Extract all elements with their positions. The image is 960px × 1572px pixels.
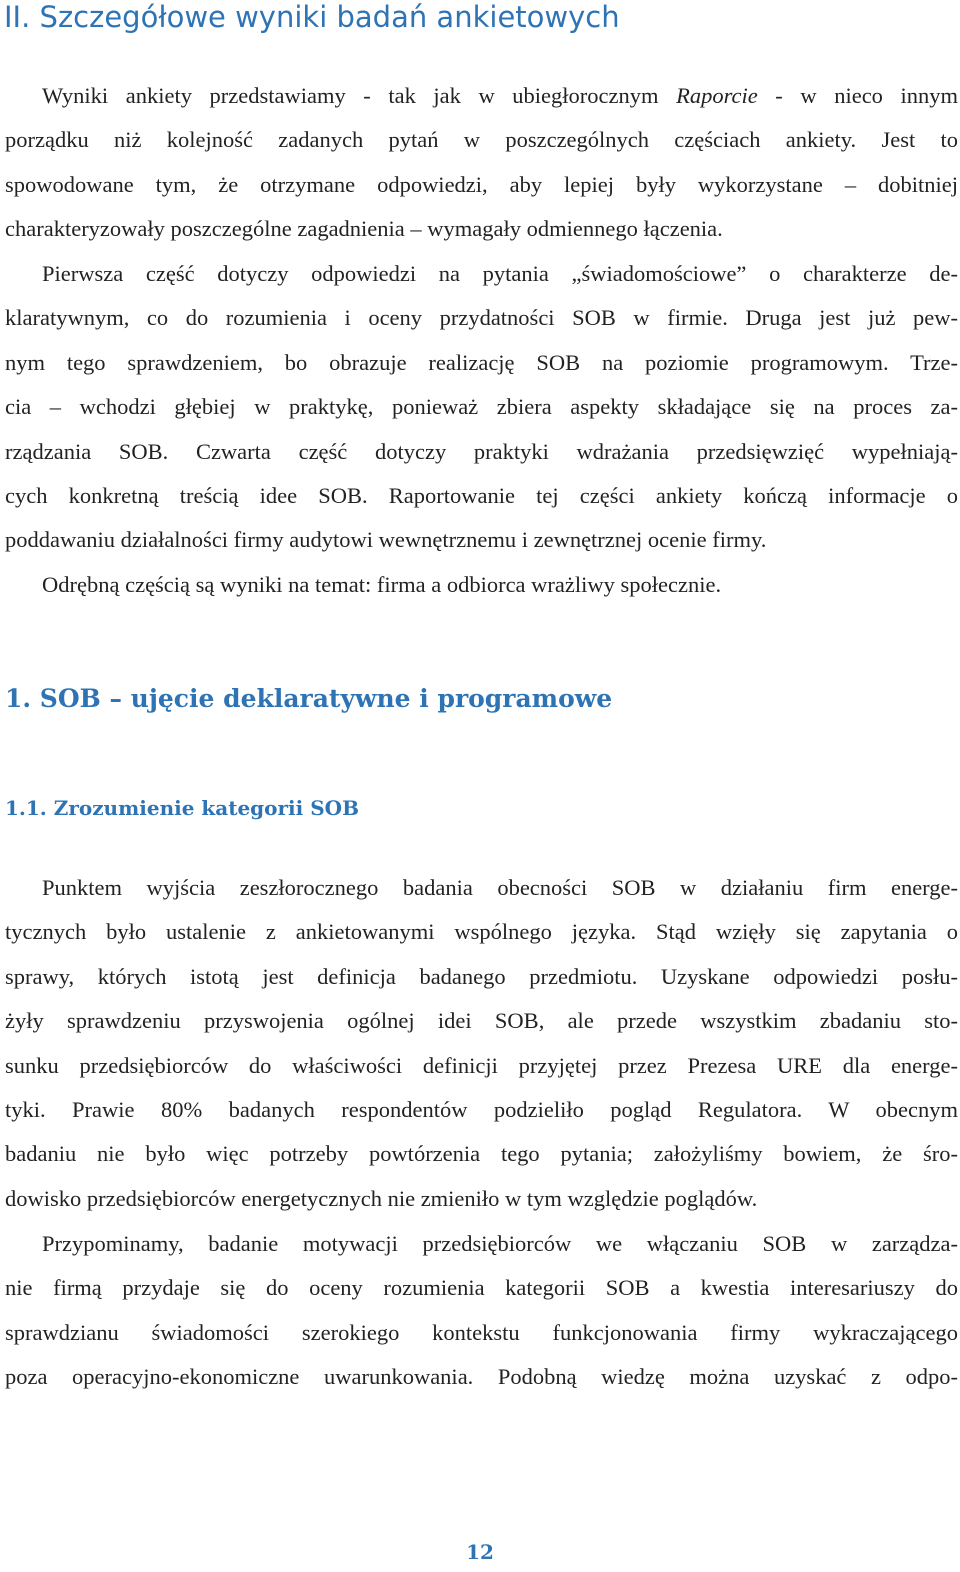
body-paragraph-1 <box>5 866 958 1221</box>
text-line: cia – wchodzi głębiej w praktykę, ponieważ zbiera aspekty składające się na proces za- <box>5 394 958 420</box>
emphasis-raport: Raporcie <box>676 83 758 108</box>
heading-1: 1. SOB – ujęcie deklaratywne i programowe <box>5 684 613 713</box>
text-line: sprawy, których istotą jest definicja badanego przedmiotu. Uzyskane odpowiedzi posłu- <box>5 963 958 989</box>
text-line: charakteryzowały poszczególne zagadnienia – wymagały odmiennego łączenia. <box>5 216 723 242</box>
section-heading: II. Szczegółowe wyniki badań ankietowych <box>4 0 620 34</box>
text-line: porządku niż kolejność zadanych pytań w poszczególnych częściach ankiety. Jest to <box>5 127 958 153</box>
page-number: 12 <box>466 1540 494 1564</box>
text-line: klaratywnym, co do rozumienia i oceny przydatności SOB w firmie. Druga jest już pew- <box>5 305 958 331</box>
text-line: Pierwsza część dotyczy odpowiedzi na pytania „świadomościowe” o charakterze de- <box>42 261 958 286</box>
text-line: Punktem wyjścia zeszłorocznego badania obecności SOB w działaniu firm energe- <box>42 875 958 900</box>
intro-paragraph <box>5 74 958 252</box>
text-line: nie firmą przydaje się do oceny rozumienia kategorii SOB a kwestia interesariuszy do <box>5 1275 958 1301</box>
text-line: sprawdzianu świadomości szerokiego kontekstu funkcjonowania firmy wykraczającego <box>5 1319 958 1345</box>
text-line: dowisko przedsiębiorców energetycznych nie zmieniło w tym względzie poglądów. <box>5 1185 758 1211</box>
text-line: nym tego sprawdzeniem, bo obrazuje realizację SOB na poziomie programowym. Trze- <box>5 349 958 375</box>
text-line: poza operacyjno-ekonomiczne uwarunkowania. Podobną wiedzę można uzyskać z odpo- <box>5 1364 958 1390</box>
text-line: poddawaniu działalności firmy audytowi wewnętrznemu i zewnętrznej ocenie firmy. <box>5 527 767 553</box>
text-line: badaniu nie było więc potrzeby powtórzenia tego pytania; założyliśmy bowiem, że śro- <box>5 1141 958 1167</box>
text-line: sunku przedsiębiorców do właściwości definicji przyjętej przez Prezesa URE dla energe- <box>5 1052 958 1078</box>
text-line: rządzania SOB. Czwarta część dotyczy praktyki wdrażania przedsięwzięć wypełniają- <box>5 438 958 464</box>
text-line: Wyniki ankiety przedstawiamy - tak jak w ubiegłorocznym Raporcie - w nieco innym <box>42 83 959 108</box>
parts-paragraph <box>5 252 958 563</box>
text-line: Przypominamy, badanie motywacji przedsiębiorców we włączaniu SOB w zarządza- <box>42 1231 958 1256</box>
text-line: Odrębną częścią są wyniki na temat: firma a odbiorca wrażliwy społecznie. <box>42 572 722 597</box>
text-line: cych konkretną treścią idee SOB. Raportowanie tej części ankiety kończą informacje o <box>5 482 958 508</box>
text-line: spowodowane tym, że otrzymane odpowiedzi, aby lepiej były wykorzystane – dobitniej <box>5 171 958 197</box>
separate-paragraph <box>5 563 958 607</box>
heading-1-1: 1.1. Zrozumienie kategorii SOB <box>5 796 359 820</box>
body-paragraph-2 <box>5 1222 958 1400</box>
text-line: tycznych było ustalenie z ankietowanymi wspólnego języka. Stąd wzięły się zapytania o <box>5 919 958 945</box>
text-line: żyły sprawdzeniu przyswojenia ogólnej idei SOB, ale przede wszystkim zbadaniu sto- <box>5 1008 958 1034</box>
text-line: tyki. Prawie 80% badanych respondentów podzieliło pogląd Regulatora. W obecnym <box>5 1096 958 1122</box>
